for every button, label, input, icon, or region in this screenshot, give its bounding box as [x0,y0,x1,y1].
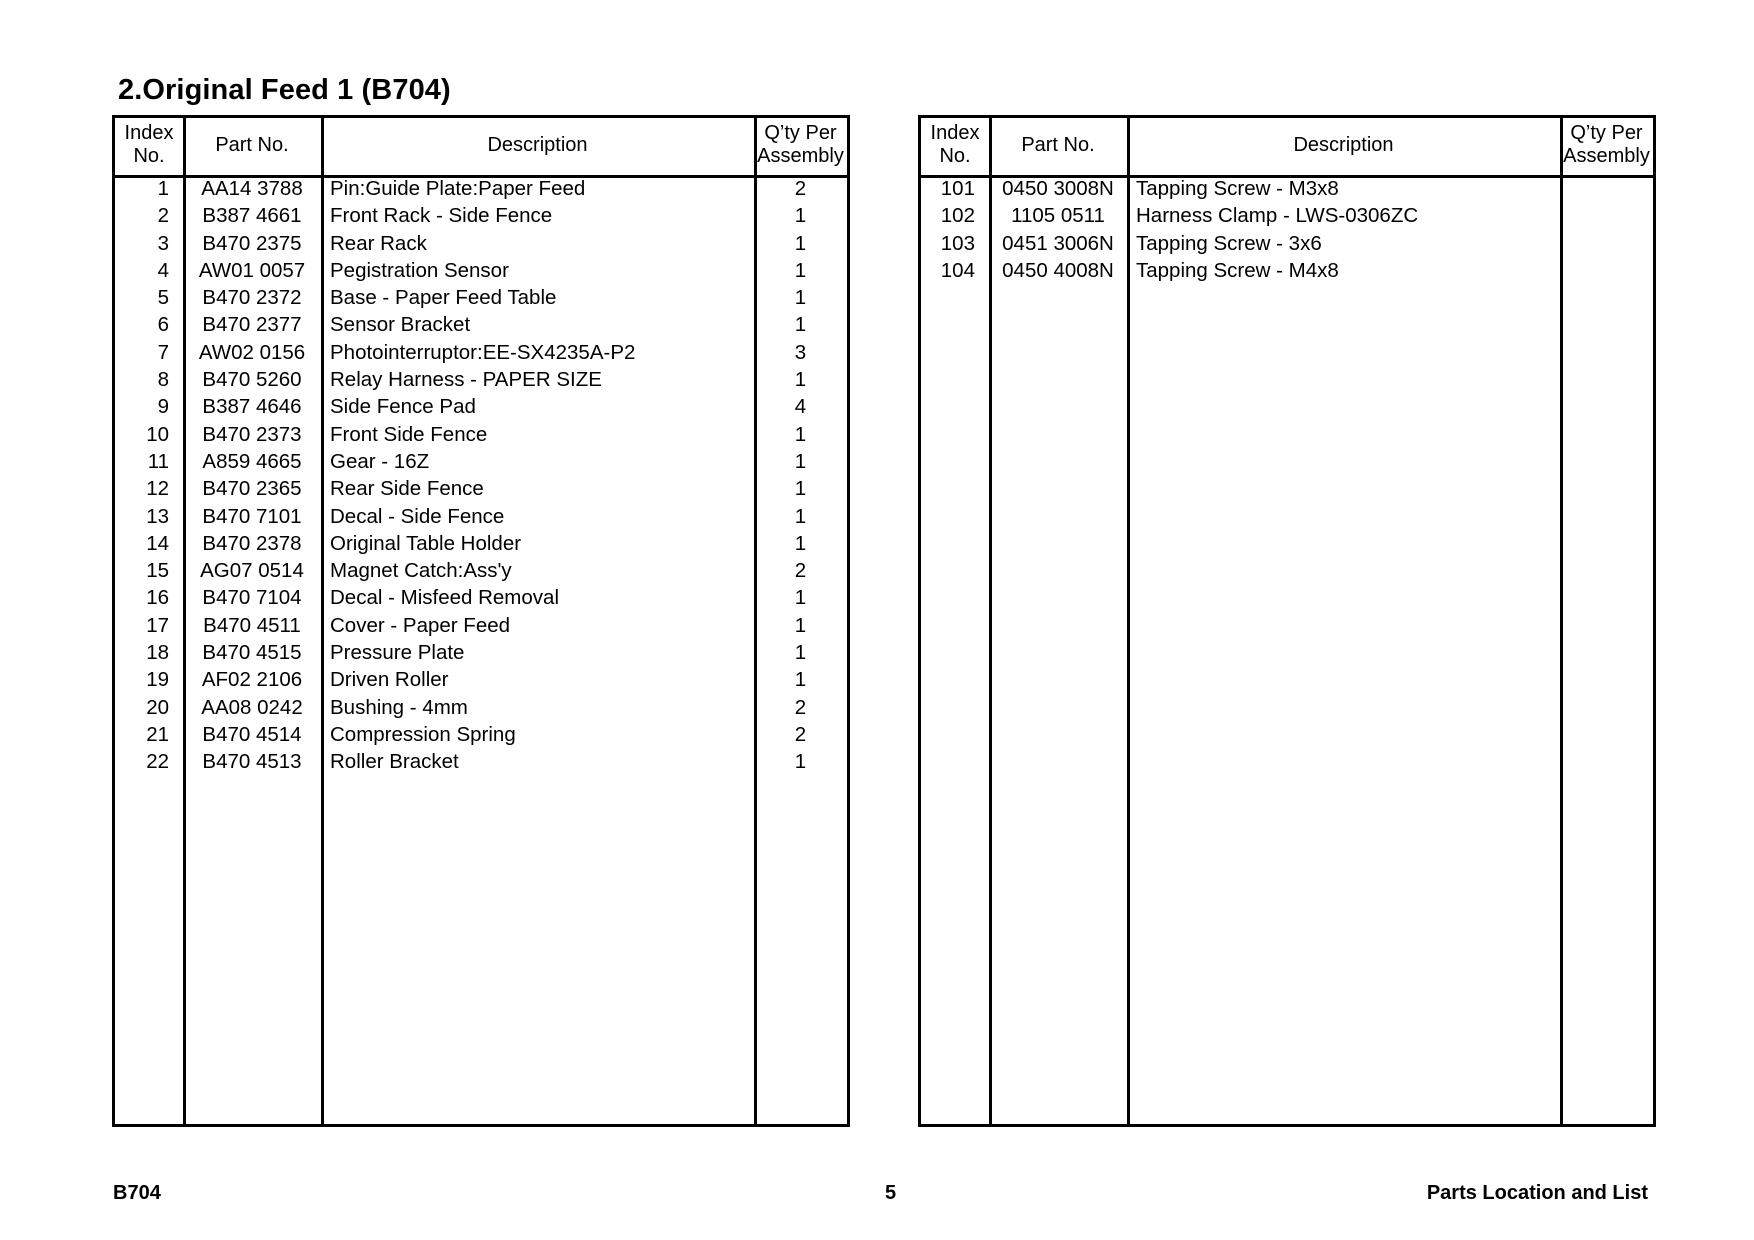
description-cell: Magnet Catch:Ass'y [330,559,512,583]
part-number-cell: AG07 0514 [200,559,304,583]
description-cell: Photointerruptor:EE-SX4235A-P2 [330,340,636,364]
description-cell: Roller Bracket [330,750,459,774]
table-row [115,284,847,311]
part-number-cell: B470 7104 [202,586,302,610]
quantity-cell [1560,257,1653,284]
table-row [115,639,847,666]
table-row [115,584,847,611]
description-cell: Rear Rack [330,231,427,255]
table-row [115,339,847,366]
part-number-cell: B470 4513 [202,750,302,774]
part-number-cell: B470 4511 [203,613,301,637]
quantity-cell: 1 [794,449,807,473]
index-cell: 2 [157,204,169,228]
table-row [115,202,847,229]
part-number-cell: AW02 0156 [198,340,306,364]
description-cell: Tapping Screw - M3x8 [1136,177,1339,200]
quantity-cell: 1 [794,422,807,446]
index-cell: 4 [157,258,169,282]
quantity-cell [1560,175,1653,202]
description-cell: Decal - Misfeed Removal [330,586,559,610]
part-number-cell: 0451 3006N [1002,231,1114,255]
index-cell: 18 [146,641,169,665]
index-cell: 14 [146,531,169,555]
index-cell: 7 [157,340,169,364]
table-row [921,202,1653,229]
footer-page-number: 5 [885,1182,897,1204]
header-index: Index No. [124,122,174,167]
index-cell: 11 [147,449,169,473]
description-cell: Front Rack - Side Fence [330,204,553,228]
table-row [115,748,847,775]
index-cell: 5 [157,286,169,310]
description-cell: Pressure Plate [330,641,465,665]
header-index: Index No. [930,122,980,167]
quantity-cell: 1 [794,531,807,555]
quantity-cell: 1 [794,368,807,392]
quantity-cell: 3 [794,340,807,364]
description-cell: Base - Paper Feed Table [330,286,557,310]
part-number-cell: B470 5260 [202,368,302,392]
quantity-cell: 1 [794,641,807,665]
description-cell: Compression Spring [330,722,516,746]
description-cell: Tapping Screw - 3x6 [1136,231,1322,255]
part-number-cell: B470 2372 [202,286,302,310]
index-cell: 8 [157,368,169,392]
part-number-cell: B470 2375 [202,231,302,255]
description-cell: Rear Side Fence [330,477,484,501]
index-cell: 3 [157,231,169,255]
quantity-cell [1560,202,1653,229]
description-cell: Pin:Guide Plate:Paper Feed [330,177,586,200]
table-row [115,230,847,257]
description-cell: Sensor Bracket [330,313,471,337]
quantity-cell: 1 [794,504,807,528]
quantity-cell: 1 [794,477,807,501]
parts-table-right [918,115,1656,1127]
index-cell: 16 [146,586,169,610]
table-row [115,311,847,338]
part-number-cell: B387 4661 [202,204,302,228]
index-cell: 102 [940,204,975,228]
quantity-cell: 1 [794,231,807,255]
description-cell: Pegistration Sensor [330,258,509,282]
table-body [115,175,847,776]
part-number-cell: 0450 3008N [1002,177,1114,200]
parts-table-left [112,115,850,1127]
index-cell: 12 [146,477,169,501]
index-cell: 104 [940,258,975,282]
index-cell: 10 [146,422,169,446]
header-description: Description [1293,133,1394,156]
table-row [115,694,847,721]
quantity-cell: 2 [794,559,807,583]
description-cell: Original Table Holder [330,531,522,555]
part-number-cell: AA14 3788 [201,177,303,200]
part-number-cell: B470 4514 [202,722,302,746]
part-number-cell: AF02 2106 [201,668,303,692]
table-row [115,257,847,284]
quantity-cell: 2 [794,177,807,200]
description-cell: Side Fence Pad [330,395,476,419]
quantity-cell: 1 [794,750,807,774]
table-row [115,503,847,530]
description-cell: Harness Clamp - LWS-0306ZC [1136,204,1419,228]
table-body [921,175,1653,284]
index-cell: 15 [146,559,169,583]
index-cell: 13 [146,504,169,528]
index-cell: 19 [146,668,169,692]
table-row [115,530,847,557]
index-cell: 17 [146,613,169,637]
index-cell: 21 [146,722,169,746]
description-cell: Gear - 16Z [330,449,430,473]
table-row [115,366,847,393]
table-row [115,393,847,420]
quantity-cell: 1 [794,286,807,310]
table-header [921,118,1653,178]
table-row [921,175,1653,202]
index-cell: 20 [146,695,169,719]
description-cell: Cover - Paper Feed [330,613,511,637]
part-number-cell: B470 4515 [202,641,302,665]
quantity-cell: 1 [794,613,807,637]
table-row [115,612,847,639]
index-cell: 6 [157,313,169,337]
footer-model: B704 [113,1182,161,1204]
part-number-cell: 0450 4008N [1002,258,1114,282]
quantity-cell: 2 [794,722,807,746]
header-qty: Q’ty Per Assembly [1563,122,1650,167]
description-cell: Bushing - 4mm [330,695,468,719]
index-cell: 103 [940,231,975,255]
table-row [115,721,847,748]
table-row [115,666,847,693]
description-cell: Decal - Side Fence [330,504,505,528]
part-number-cell: A859 4665 [202,449,302,473]
table-row [115,557,847,584]
part-number-cell: 1105 0511 [1011,204,1105,228]
quantity-cell: 1 [794,313,807,337]
table-row [115,421,847,448]
part-number-cell: B470 2373 [202,422,302,446]
table-row [921,257,1653,284]
part-number-cell: B470 2377 [202,313,302,337]
description-cell: Relay Harness - PAPER SIZE [330,368,602,392]
table-row [921,230,1653,257]
index-cell: 101 [940,177,975,200]
quantity-cell: 1 [794,258,807,282]
index-cell: 1 [157,177,169,200]
quantity-cell: 1 [794,586,807,610]
quantity-cell [1560,230,1653,257]
part-number-cell: B470 7101 [202,504,302,528]
table-row [115,175,847,202]
header-part-no: Part No. [215,133,289,156]
table-header [115,118,847,178]
description-cell: Driven Roller [330,668,449,692]
part-number-cell: B470 2378 [202,531,302,555]
part-number-cell: AW01 0057 [198,258,306,282]
description-cell: Front Side Fence [330,422,488,446]
table-row [115,448,847,475]
header-qty: Q’ty Per Assembly [757,122,844,167]
part-number-cell: B387 4646 [202,395,302,419]
part-number-cell: AA08 0242 [201,695,303,719]
quantity-cell: 4 [794,395,807,419]
quantity-cell: 1 [794,204,807,228]
quantity-cell: 2 [794,695,807,719]
description-cell: Tapping Screw - M4x8 [1136,258,1339,282]
footer-section: Parts Location and List [1426,1182,1648,1204]
page-title: 2.Original Feed 1 (B704) [118,74,451,106]
table-row [115,475,847,502]
header-description: Description [487,133,588,156]
header-part-no: Part No. [1021,133,1095,156]
index-cell: 22 [146,750,169,774]
part-number-cell: B470 2365 [202,477,302,501]
index-cell: 9 [157,395,169,419]
quantity-cell: 1 [794,668,807,692]
